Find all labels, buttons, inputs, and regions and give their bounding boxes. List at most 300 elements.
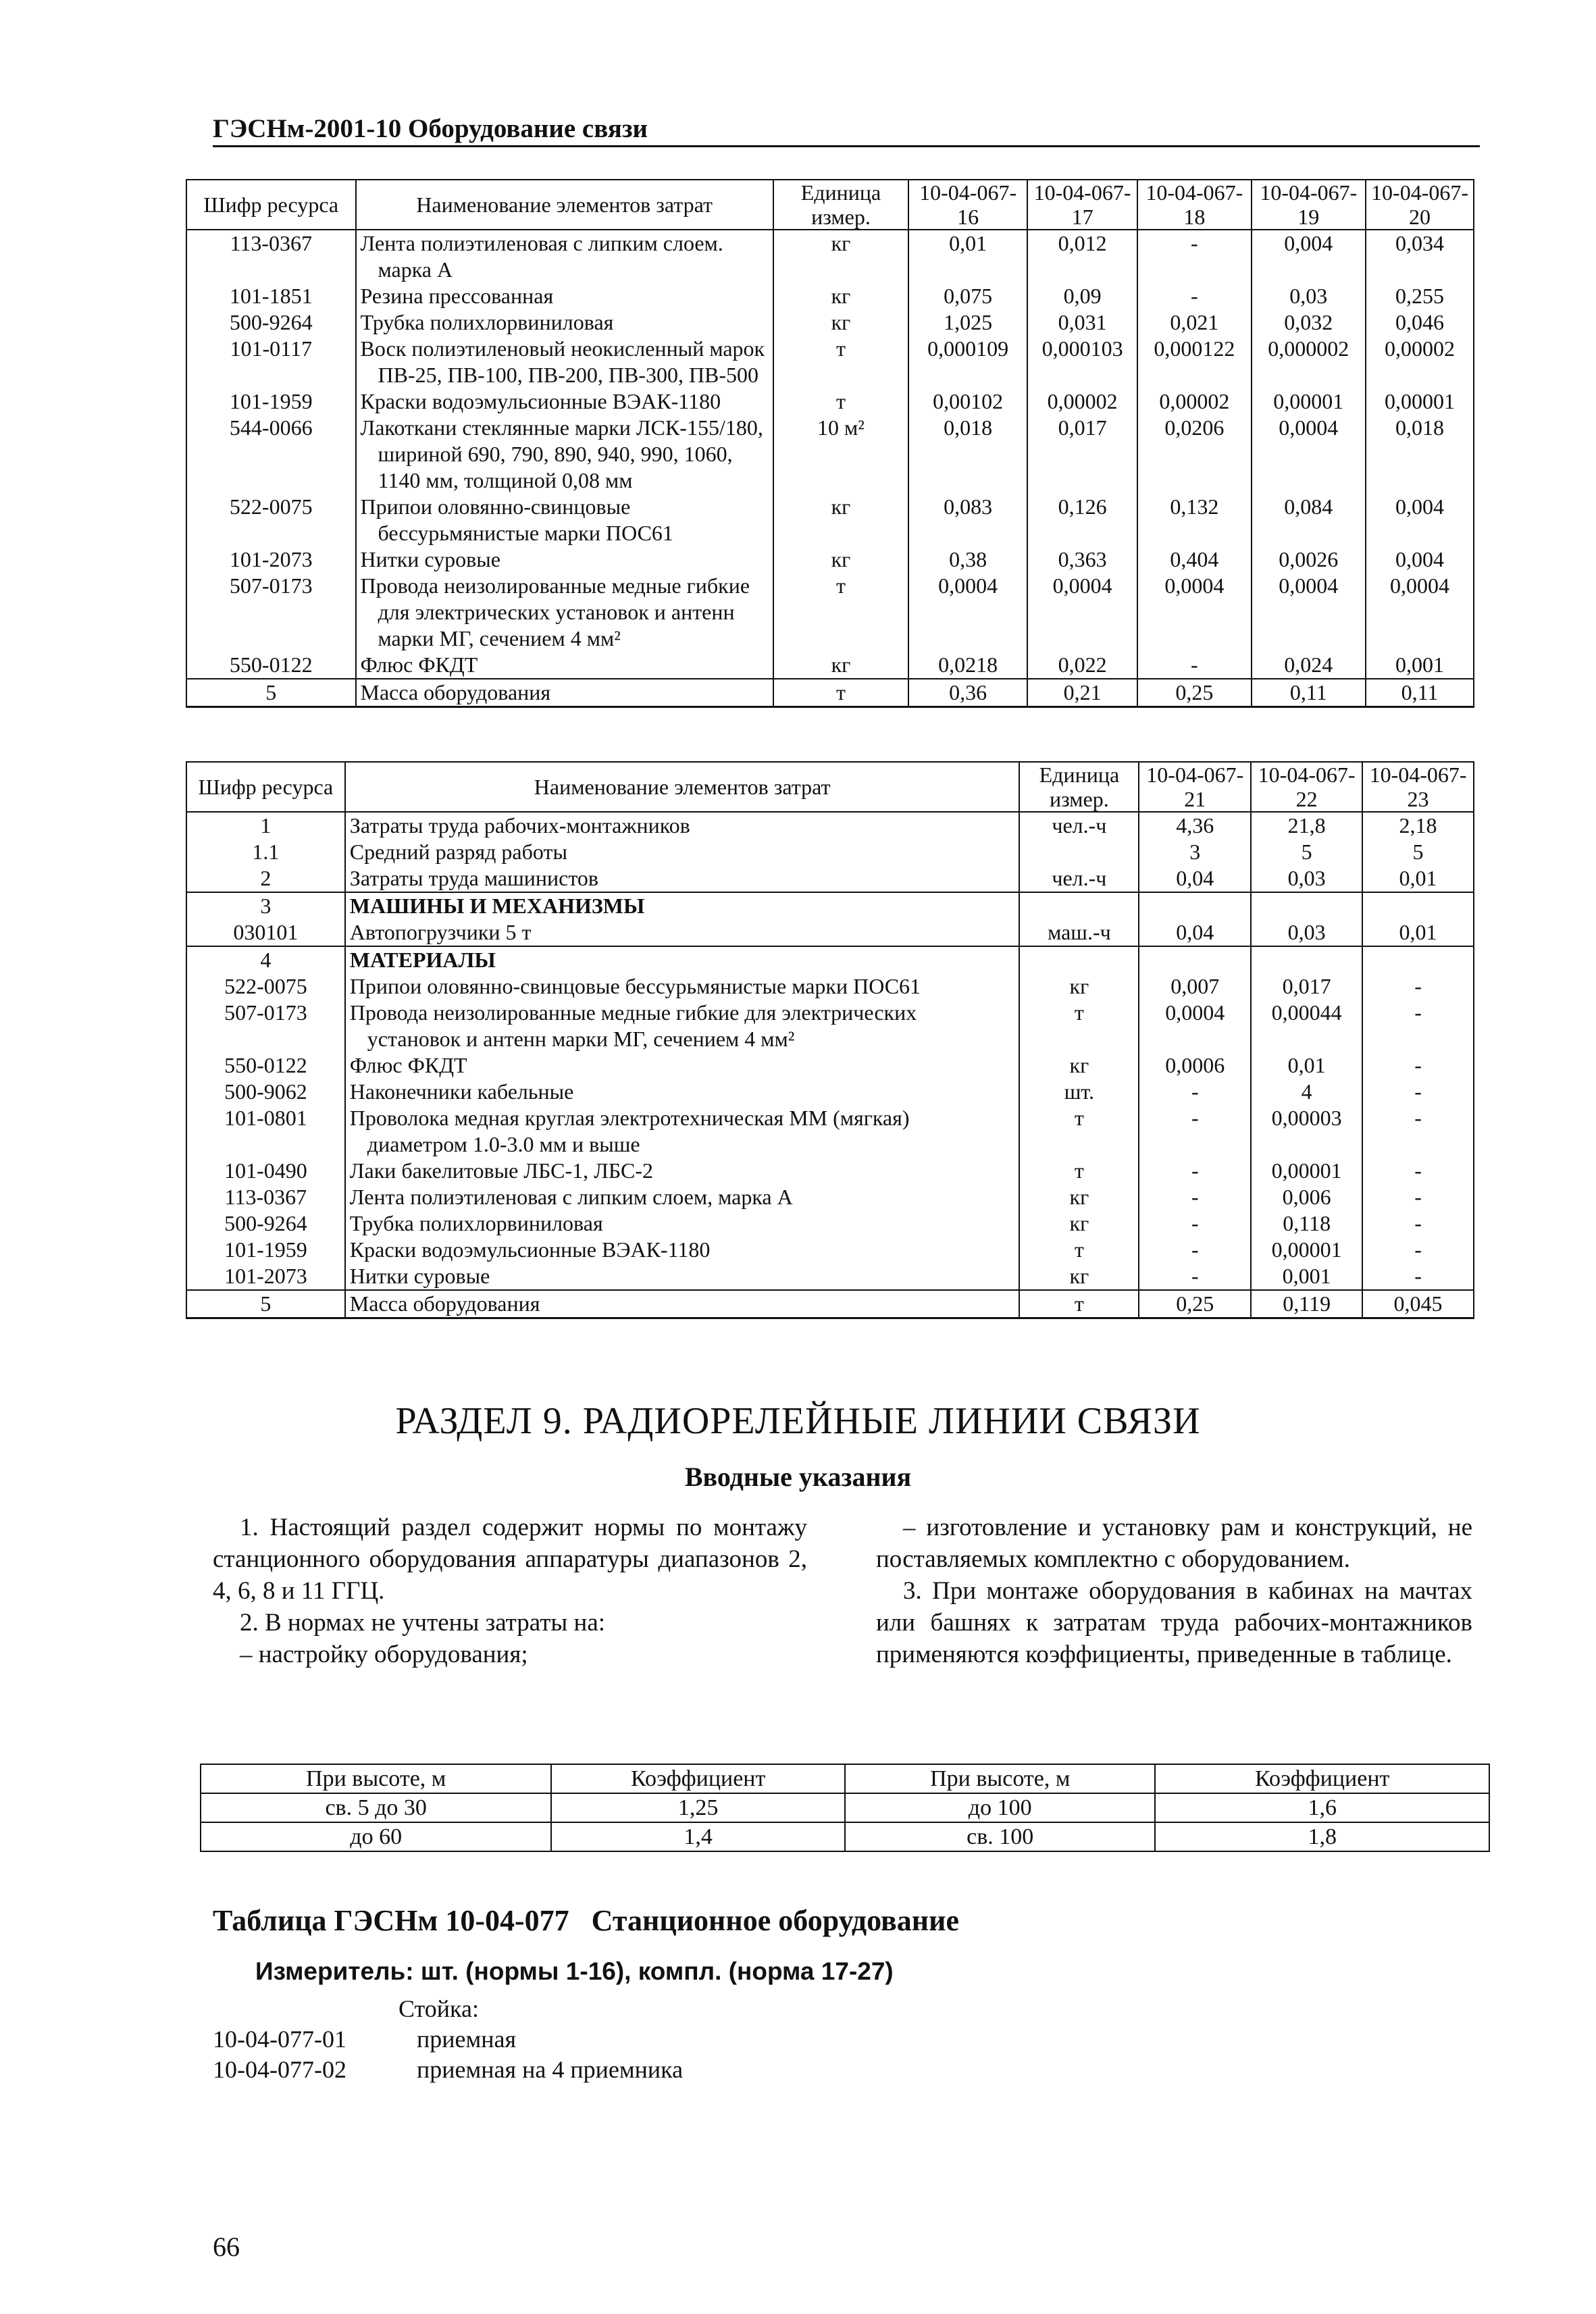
unit-cell: т	[1019, 1000, 1139, 1052]
section-title: РАЗДЕЛ 9. РАДИОРЕЛЕЙНЫЕ ЛИНИИ СВЯЗИ	[395, 1400, 1201, 1442]
value-cell: 0,000103	[1027, 336, 1137, 388]
unit-cell: кг	[773, 494, 908, 546]
norm-code: 10-04-077-02	[213, 2056, 346, 2083]
unit-cell: маш.-ч	[1019, 919, 1139, 946]
resource-code: 3	[186, 892, 345, 919]
column-header: 10-04-067-23	[1362, 762, 1474, 812]
value-cell: 1,025	[908, 309, 1027, 336]
value-cell	[1251, 946, 1362, 973]
value-cell: 0,0004	[1252, 415, 1366, 494]
unit-cell: т	[773, 388, 908, 415]
value-cell: 0,004	[1366, 494, 1474, 546]
intro-title: Вводные указания	[684, 1462, 912, 1492]
element-name	[356, 415, 773, 494]
value-cell	[1251, 892, 1362, 919]
element-name	[356, 336, 773, 388]
value-cell: 0,00044	[1251, 1000, 1362, 1052]
unit-cell: кг	[773, 230, 908, 283]
value-cell: 0,006	[1251, 1184, 1362, 1210]
column-header: При высоте, м	[845, 1764, 1155, 1793]
coef-cell: до 100	[845, 1793, 1155, 1822]
unit-cell: т	[1019, 1237, 1139, 1263]
resource-code: 507-0173	[186, 573, 356, 652]
value-cell: 0,11	[1366, 679, 1474, 707]
value-cell: 0,118	[1251, 1210, 1362, 1237]
element-name-line: Лакоткани стеклянные марки ЛСК-155/180,	[360, 415, 763, 440]
column-header: Шифр ресурса	[186, 180, 356, 230]
unit-cell	[1019, 839, 1139, 865]
column-header: 10-04-067-18	[1137, 180, 1251, 230]
element-name-line: Краски водоэмульсионные ВЭАК-1180	[360, 389, 721, 413]
value-cell: 0,004	[1366, 546, 1474, 573]
element-name-line: Трубка полихлорвиниловая	[360, 310, 614, 334]
value-cell: 0,0004	[908, 573, 1027, 652]
value-cell: 0,119	[1251, 1290, 1362, 1318]
element-name	[345, 1237, 1020, 1263]
value-cell: 0,00102	[908, 388, 1027, 415]
resource-code: 113-0367	[186, 1184, 345, 1210]
value-cell: 4	[1251, 1079, 1362, 1105]
unit-cell: чел.-ч	[1019, 812, 1139, 839]
value-cell: 0,25	[1139, 1290, 1251, 1318]
value-cell: -	[1362, 973, 1474, 1000]
value-cell: 0,11	[1252, 679, 1366, 707]
value-cell	[1362, 946, 1474, 973]
element-name-line: диаметром 1.0-3.0 мм и выше	[367, 1132, 640, 1156]
resource-code: 544-0066	[186, 415, 356, 494]
value-cell: 0,00002	[1366, 336, 1474, 388]
table-row	[186, 336, 1474, 388]
value-cell: -	[1362, 1105, 1474, 1158]
resource-code: 101-0801	[186, 1105, 345, 1158]
value-cell: -	[1137, 652, 1251, 679]
value-cell: 0,022	[1027, 652, 1137, 679]
value-cell: 0,00001	[1251, 1158, 1362, 1184]
value-cell: 0,046	[1366, 309, 1474, 336]
value-cell: 0,0004	[1137, 573, 1251, 652]
table-row	[186, 1210, 1474, 1237]
element-name	[356, 230, 773, 283]
value-cell: 0,034	[1366, 230, 1474, 283]
element-name-line: Провода неизолированные медные гибкие для электрических	[349, 1000, 917, 1025]
intro-paragraph-4: – изготовление и установку рам и конструкций, не поставляемых комплектно с оборудованием.	[876, 1514, 1472, 1573]
unit-cell: кг	[1019, 973, 1139, 1000]
column-header: При высоте, м	[201, 1764, 551, 1793]
element-name-line: Затраты труда машинистов	[349, 866, 598, 890]
intro-paragraph-1: 1. Настоящий раздел содержит нормы по монтажу станционного оборудования аппаратуры диапазонов 2, 4, 6, 8 и 11 ГГЦ.	[213, 1514, 807, 1605]
unit-cell: кг	[1019, 1210, 1139, 1237]
value-cell: 0,132	[1137, 494, 1251, 546]
value-cell: 0,083	[908, 494, 1027, 546]
resource-code: 113-0367	[186, 230, 356, 283]
resource-code: 101-1851	[186, 283, 356, 309]
stoyka-label: Стойка:	[398, 1995, 479, 2022]
value-cell: 0,017	[1027, 415, 1137, 494]
value-cell: 0,01	[1251, 1052, 1362, 1079]
value-cell: -	[1139, 1237, 1251, 1263]
intro-paragraph-3: – настройку оборудования;	[240, 1641, 528, 1668]
table-row	[186, 230, 1474, 283]
table-row	[186, 892, 1474, 919]
column-header: Коэффициент	[1155, 1764, 1489, 1793]
unit-cell: кг	[1019, 1184, 1139, 1210]
element-name-line: Припои оловянно-свинцовые бессурьмянистые марки ПОС61	[349, 974, 921, 998]
resource-code: 101-1959	[186, 1237, 345, 1263]
element-name	[356, 546, 773, 573]
unit-cell: т	[773, 336, 908, 388]
value-cell: 0,0004	[1252, 573, 1366, 652]
intro-right-column	[876, 1512, 1472, 1670]
element-name-line: Проволока медная круглая электротехническая ММ (мягкая)	[349, 1106, 910, 1130]
resource-code: 101-0117	[186, 336, 356, 388]
element-name: Масса оборудования	[345, 1290, 1020, 1318]
resource-code: 500-9062	[186, 1079, 345, 1105]
value-cell: 21,8	[1251, 812, 1362, 839]
table-row	[186, 839, 1474, 865]
table-row	[186, 309, 1474, 336]
table-row	[186, 919, 1474, 946]
unit-cell: т	[773, 573, 908, 652]
resource-code: 101-0490	[186, 1158, 345, 1184]
value-cell: -	[1139, 1079, 1251, 1105]
element-name-line: МАТЕРИАЛЫ	[349, 948, 496, 972]
value-cell: 2,18	[1362, 812, 1474, 839]
norm-label: приемная на 4 приемника	[417, 2056, 684, 2083]
value-cell: 0,00003	[1251, 1105, 1362, 1158]
element-name-line: Флюс ФКДТ	[360, 652, 478, 677]
value-cell: 0,21	[1027, 679, 1137, 707]
intro-left-column	[213, 1512, 807, 1670]
element-name	[345, 946, 1020, 973]
value-cell: -	[1137, 230, 1251, 283]
unit-cell: т	[1019, 1158, 1139, 1184]
value-cell: 0,00001	[1252, 388, 1366, 415]
value-cell: 0,031	[1027, 309, 1137, 336]
intro-paragraph-2: 2. В нормах не учтены затраты на:	[240, 1609, 606, 1637]
element-name-line: Затраты труда рабочих-монтажников	[349, 813, 690, 838]
table-row	[186, 865, 1474, 892]
resource-code: 500-9264	[186, 1210, 345, 1237]
value-cell: 0,001	[1251, 1263, 1362, 1290]
value-cell: 0,001	[1366, 652, 1474, 679]
element-name-line: Флюс ФКДТ	[349, 1053, 467, 1077]
element-name-line: Лента полиэтиленовая с липким слоем, марка А	[349, 1185, 793, 1209]
resource-code: 1	[186, 812, 345, 839]
table-row	[186, 1263, 1474, 1290]
table-row	[186, 1158, 1474, 1184]
element-name	[356, 388, 773, 415]
norm-code: 10-04-077-01	[213, 2026, 346, 2053]
element-name-line: установок и антенн марки МГ, сечением 4 мм²	[367, 1027, 795, 1051]
value-cell: 0,017	[1251, 973, 1362, 1000]
value-cell: 0,25	[1137, 679, 1251, 707]
value-cell: 0,000002	[1252, 336, 1366, 388]
element-name	[345, 865, 1020, 892]
unit-cell: 10 м²	[773, 415, 908, 494]
table-title: Таблица ГЭСНм 10-04-077 Станционное оборудование	[213, 1904, 959, 1937]
value-cell: 0,024	[1252, 652, 1366, 679]
unit-cell: т	[773, 679, 908, 707]
resource-code: 522-0075	[186, 494, 356, 546]
element-name	[345, 892, 1020, 919]
resource-table-2	[186, 761, 1474, 1319]
element-name	[356, 652, 773, 679]
element-name-line: Лента полиэтиленовая с липким слоем.	[360, 231, 723, 255]
value-cell: -	[1362, 1237, 1474, 1263]
value-cell: 0,021	[1137, 309, 1251, 336]
unit-cell: т	[1019, 1290, 1139, 1318]
table-row	[186, 546, 1474, 573]
value-cell: 0,09	[1027, 283, 1137, 309]
element-name-line: для электрических установок и антенн	[378, 600, 735, 624]
element-name-line: МАШИНЫ И МЕХАНИЗМЫ	[349, 894, 645, 918]
coef-cell: 1,6	[1155, 1793, 1489, 1822]
value-cell: 0,404	[1137, 546, 1251, 573]
element-name-line: шириной 690, 790, 890, 940, 990, 1060,	[378, 442, 733, 466]
element-name	[356, 573, 773, 652]
value-cell: 0,0026	[1252, 546, 1366, 573]
value-cell: -	[1139, 1263, 1251, 1290]
element-name-line: Нитки суровые	[360, 547, 500, 571]
value-cell: -	[1362, 1079, 1474, 1105]
table-row	[186, 1052, 1474, 1079]
coef-cell: св. 100	[845, 1822, 1155, 1851]
value-cell: -	[1139, 1105, 1251, 1158]
value-cell: 5	[1362, 839, 1474, 865]
coef-cell: 1,4	[551, 1822, 845, 1851]
element-name	[356, 309, 773, 336]
coef-cell: до 60	[201, 1822, 551, 1851]
table-row	[186, 1079, 1474, 1105]
value-cell: 0,018	[1366, 415, 1474, 494]
value-cell: 0,04	[1139, 865, 1251, 892]
element-name-line: Провода неизолированные медные гибкие	[360, 573, 750, 598]
column-header: 10-04-067-21	[1139, 762, 1251, 812]
resource-code: 522-0075	[186, 973, 345, 1000]
value-cell: -	[1362, 1263, 1474, 1290]
value-cell: 0,045	[1362, 1290, 1474, 1318]
element-name-line: марки МГ, сечением 4 мм²	[378, 626, 621, 650]
resource-code: 507-0173	[186, 1000, 345, 1052]
value-cell: 0,0004	[1139, 1000, 1251, 1052]
value-cell: 0,01	[1362, 919, 1474, 946]
resource-code: 030101	[186, 919, 345, 946]
element-name-line: ПВ-25, ПВ-100, ПВ-200, ПВ-300, ПВ-500	[378, 363, 759, 387]
unit-cell	[1019, 946, 1139, 973]
value-cell: 0,03	[1251, 919, 1362, 946]
element-name	[345, 1000, 1020, 1052]
unit-cell: кг	[1019, 1263, 1139, 1290]
resource-code: 5	[186, 679, 356, 707]
element-name-line: бессурьмянистые марки ПОС61	[378, 521, 673, 545]
table-row	[186, 1000, 1474, 1052]
resource-code: 101-1959	[186, 388, 356, 415]
element-name-line: Резина прессованная	[360, 284, 554, 308]
page-header: ГЭСНм-2001-10 Оборудование связи	[213, 114, 648, 143]
value-cell: 0,363	[1027, 546, 1137, 573]
element-name	[345, 1052, 1020, 1079]
table-row	[186, 283, 1474, 309]
table-row	[186, 652, 1474, 679]
value-cell: 0,0218	[908, 652, 1027, 679]
norm-item	[213, 2055, 683, 2084]
unit-cell: кг	[773, 283, 908, 309]
element-name	[345, 839, 1020, 865]
column-header: 10-04-067-20	[1366, 180, 1474, 230]
value-cell: -	[1362, 1052, 1474, 1079]
value-cell: -	[1362, 1000, 1474, 1052]
value-cell: 0,084	[1252, 494, 1366, 546]
value-cell: 0,00002	[1027, 388, 1137, 415]
resource-table-1	[186, 179, 1474, 708]
value-cell: -	[1362, 1210, 1474, 1237]
column-header: 10-04-067-22	[1251, 762, 1362, 812]
value-cell: 3	[1139, 839, 1251, 865]
resource-code: 500-9264	[186, 309, 356, 336]
element-name-line: Нитки суровые	[349, 1264, 490, 1288]
value-cell: 0,0004	[1027, 573, 1137, 652]
table-row	[186, 1184, 1474, 1210]
column-header: Единица измер.	[1019, 762, 1139, 812]
value-cell	[1139, 892, 1251, 919]
coef-cell: 1,8	[1155, 1822, 1489, 1851]
value-cell: 0,0206	[1137, 415, 1251, 494]
element-name-line: Припои оловянно-свинцовые	[360, 494, 631, 519]
column-header: Шифр ресурса	[186, 762, 345, 812]
element-name-line: Средний разряд работы	[349, 840, 567, 864]
value-cell: 0,0004	[1366, 573, 1474, 652]
element-name-line: Краски водоэмульсионные ВЭАК-1180	[349, 1237, 711, 1262]
table-row-total	[186, 679, 1474, 707]
value-cell: 0,38	[908, 546, 1027, 573]
value-cell: 0,018	[908, 415, 1027, 494]
table-row	[186, 973, 1474, 1000]
value-cell: 0,0006	[1139, 1052, 1251, 1079]
unit-cell: кг	[773, 309, 908, 336]
element-name-line: Автопогрузчики 5 т	[349, 920, 532, 944]
value-cell: 0,255	[1366, 283, 1474, 309]
norm-item	[213, 2025, 516, 2053]
value-cell: 0,075	[908, 283, 1027, 309]
value-cell: 0,00002	[1137, 388, 1251, 415]
value-cell: 0,03	[1251, 865, 1362, 892]
element-name-line: марка А	[378, 257, 453, 282]
unit-cell: кг	[773, 652, 908, 679]
value-cell: 0,012	[1027, 230, 1137, 283]
column-header: Единица измер.	[773, 180, 908, 230]
resource-code: 101-2073	[186, 1263, 345, 1290]
table-row	[186, 494, 1474, 546]
element-name	[345, 1158, 1020, 1184]
value-cell	[1362, 892, 1474, 919]
column-header: 10-04-067-17	[1027, 180, 1137, 230]
element-name: Масса оборудования	[356, 679, 773, 707]
value-cell: 0,04	[1139, 919, 1251, 946]
element-name-line: Лаки бакелитовые ЛБС-1, ЛБС-2	[349, 1158, 653, 1183]
unit-cell	[1019, 892, 1139, 919]
value-cell: 0,36	[908, 679, 1027, 707]
table-row-total	[186, 1290, 1474, 1318]
value-cell: -	[1139, 1210, 1251, 1237]
column-header: 10-04-067-16	[908, 180, 1027, 230]
table-row	[186, 388, 1474, 415]
value-cell: 5	[1251, 839, 1362, 865]
element-name	[345, 1210, 1020, 1237]
coef-cell: св. 5 до 30	[201, 1793, 551, 1822]
table-row	[186, 812, 1474, 839]
value-cell: 0,01	[1362, 865, 1474, 892]
table-row	[201, 1793, 1489, 1822]
column-header: 10-04-067-19	[1252, 180, 1366, 230]
element-name	[345, 1079, 1020, 1105]
value-cell: 0,000109	[908, 336, 1027, 388]
resource-code: 550-0122	[186, 1052, 345, 1079]
element-name	[356, 283, 773, 309]
unit-cell: кг	[1019, 1052, 1139, 1079]
element-name	[345, 973, 1020, 1000]
value-cell: 0,032	[1252, 309, 1366, 336]
coef-cell: 1,25	[551, 1793, 845, 1822]
element-name	[345, 1184, 1020, 1210]
value-cell: 0,007	[1139, 973, 1251, 1000]
value-cell: 0,01	[908, 230, 1027, 283]
resource-code: 550-0122	[186, 652, 356, 679]
element-name	[345, 812, 1020, 839]
resource-code: 1.1	[186, 839, 345, 865]
value-cell: -	[1139, 1184, 1251, 1210]
value-cell: 4,36	[1139, 812, 1251, 839]
value-cell: -	[1362, 1158, 1474, 1184]
element-name	[356, 494, 773, 546]
value-cell: 0,126	[1027, 494, 1137, 546]
value-cell: 0,00001	[1366, 388, 1474, 415]
norm-label: приемная	[417, 2026, 517, 2053]
table-row	[201, 1822, 1489, 1851]
value-cell	[1139, 946, 1251, 973]
value-cell: 0,000122	[1137, 336, 1251, 388]
resource-code: 5	[186, 1290, 345, 1318]
resource-code: 2	[186, 865, 345, 892]
resource-code: 101-2073	[186, 546, 356, 573]
value-cell: 0,00001	[1251, 1237, 1362, 1263]
table-row	[186, 415, 1474, 494]
resource-code: 4	[186, 946, 345, 973]
coefficient-table	[200, 1764, 1490, 1852]
value-cell: -	[1362, 1184, 1474, 1210]
column-header: Коэффициент	[551, 1764, 845, 1793]
unit-cell: т	[1019, 1105, 1139, 1158]
table-row	[186, 1105, 1474, 1158]
intro-paragraph-5: 3. При монтаже оборудования в кабинах на мачтах или башнях к затратам труда рабочих-монтажников применяются коэффициенты, приведенные в таблице.	[876, 1577, 1472, 1668]
unit-cell: шт.	[1019, 1079, 1139, 1105]
element-name	[345, 1263, 1020, 1290]
value-cell: -	[1137, 283, 1251, 309]
element-name	[345, 1105, 1020, 1158]
table-row	[186, 1237, 1474, 1263]
column-header: Наименование элементов затрат	[356, 180, 773, 230]
value-cell: 0,004	[1252, 230, 1366, 283]
element-name-line: Наконечники кабельные	[349, 1079, 574, 1104]
page-number: 66	[213, 2232, 240, 2262]
value-cell: -	[1139, 1158, 1251, 1184]
element-name-line: 1140 мм, толщиной 0,08 мм	[378, 468, 633, 492]
value-cell: 0,03	[1252, 283, 1366, 309]
element-name	[345, 919, 1020, 946]
column-header: Наименование элементов затрат	[345, 762, 1020, 812]
unit-cell: чел.-ч	[1019, 865, 1139, 892]
unit-cell: кг	[773, 546, 908, 573]
table-row	[186, 946, 1474, 973]
